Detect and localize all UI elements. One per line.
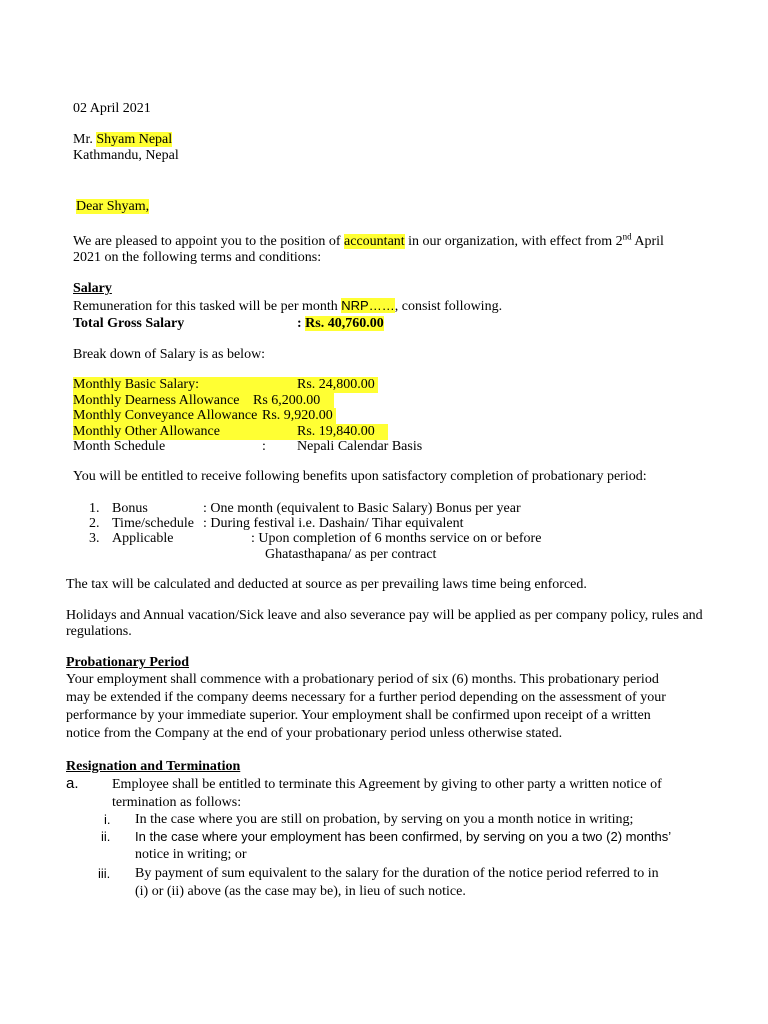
probation-paragraph-line: may be extended if the company deems necessary for a further period depending on the assessment of your <box>66 690 666 705</box>
position-title: accountant <box>344 234 405 249</box>
recipient-name-line <box>73 132 172 148</box>
salary-row <box>73 393 334 409</box>
intro-superscript: nd <box>622 231 632 242</box>
list-item-number: 1. <box>89 501 100 516</box>
letter-date: 02 April 2021 <box>73 101 151 116</box>
list-item-number: 3. <box>89 531 100 546</box>
salary-row-label: Monthly Conveyance Allowance <box>73 408 258 423</box>
recipient-city: Kathmandu, Nepal <box>73 148 179 163</box>
list-item-label: Time/schedule <box>112 516 194 531</box>
clause-a-line-2: termination as follows: <box>112 795 242 810</box>
greeting <box>74 199 151 215</box>
holidays-paragraph-line-2: regulations. <box>66 624 132 639</box>
probation-heading: Probationary Period <box>66 655 190 670</box>
total-gross-value: Rs. 40,760.00 <box>305 316 384 331</box>
holidays-paragraph-line-1: Holidays and Annual vacation/Sick leave and also severance pay will be applied as per company policy, rules and <box>66 608 703 623</box>
recipient-name: Shyam Nepal <box>96 132 173 147</box>
clause-a-marker: a. <box>66 775 79 792</box>
intro-line-1 <box>73 231 664 250</box>
total-gross-value-line <box>297 316 384 332</box>
remuneration-text: Remuneration for this tasked will be per month <box>73 299 338 314</box>
salary-row <box>73 424 388 440</box>
month-schedule-label: Month Schedule <box>73 439 166 454</box>
remuneration-text-after: , consist following. <box>394 299 503 314</box>
salary-row <box>73 408 336 424</box>
sub-clause-line: notice in writing; or <box>135 847 247 862</box>
total-gross-colon: : <box>297 316 302 331</box>
intro-text-month: April <box>634 234 664 249</box>
list-item-text: : During festival i.e. Dashain/ Tihar equivalent <box>203 516 464 531</box>
month-schedule-value: Nepali Calendar Basis <box>297 439 423 454</box>
greeting-text: Dear Shyam, <box>76 199 150 214</box>
tax-paragraph: The tax will be calculated and deducted at source as per prevailing laws time being enforced. <box>66 577 587 592</box>
probation-paragraph-line: performance by your immediate superior. Your employment shall be confirmed upon receipt of a written <box>66 708 651 723</box>
benefits-intro: You will be entitled to receive following benefits upon satisfactory completion of probationary period: <box>73 469 647 484</box>
month-schedule-colon: : <box>262 439 266 454</box>
probation-paragraph-line: Your employment shall commence with a probationary period of six (6) months. This probationary period <box>66 672 659 687</box>
clause-a-line-1: Employee shall be entitled to terminate this Agreement by giving to other party a written notice of <box>112 777 662 792</box>
remuneration-line <box>73 298 502 315</box>
sub-clause-number: ii. <box>101 829 111 844</box>
list-item-label: Applicable <box>112 531 174 546</box>
list-item-text: : One month (equivalent to Basic Salary) Bonus per year <box>203 501 521 516</box>
salary-row-value: Rs. 9,920.00 <box>262 408 333 423</box>
salary-row-value: Rs. 19,840.00 <box>297 424 375 439</box>
salary-row-label: Monthly Other Allowance <box>73 424 220 439</box>
salary-row-label: Monthly Dearness Allowance <box>73 393 240 408</box>
resignation-heading: Resignation and Termination <box>66 759 241 774</box>
list-item-text-continued: Ghatasthapana/ as per contract <box>265 547 437 562</box>
intro-text-before: We are pleased to appoint you to the position of <box>73 234 341 249</box>
intro-text-after: in our organization, with effect from 2 <box>408 234 623 249</box>
intro-line-2: 2021 on the following terms and conditions: <box>73 250 322 265</box>
salary-row-value: Rs 6,200.00 <box>253 393 321 408</box>
salary-row-label: Monthly Basic Salary: <box>73 377 199 392</box>
probation-paragraph-line: notice from the Company at the end of your probationary period unless otherwise stated. <box>66 726 563 741</box>
sub-clause-line: In the case where your employment has been confirmed, by serving on you a two (2) months’ <box>135 829 672 844</box>
sub-clause-line: (i) or (ii) above (as the case may be), in lieu of such notice. <box>135 884 466 899</box>
sub-clause-line: In the case where you are still on probation, by serving on you a month notice in writing; <box>135 812 634 827</box>
salary-row <box>73 377 378 393</box>
breakdown-intro: Break down of Salary is as below: <box>73 347 266 362</box>
salary-heading: Salary <box>73 281 112 296</box>
recipient-title: Mr. <box>73 132 93 147</box>
list-item-number: 2. <box>89 516 100 531</box>
salary-row-value: Rs. 24,800.00 <box>297 377 375 392</box>
list-item-text: : Upon completion of 6 months service on or before <box>251 531 542 546</box>
sub-clause-number: iii. <box>98 866 111 881</box>
total-gross-label: Total Gross Salary <box>73 316 185 331</box>
remuneration-amount-placeholder: NRP…… <box>341 298 395 313</box>
sub-clause-number: i. <box>104 812 111 827</box>
list-item-label: Bonus <box>112 501 148 516</box>
sub-clause-line: By payment of sum equivalent to the salary for the duration of the notice period referred to in <box>135 866 659 881</box>
